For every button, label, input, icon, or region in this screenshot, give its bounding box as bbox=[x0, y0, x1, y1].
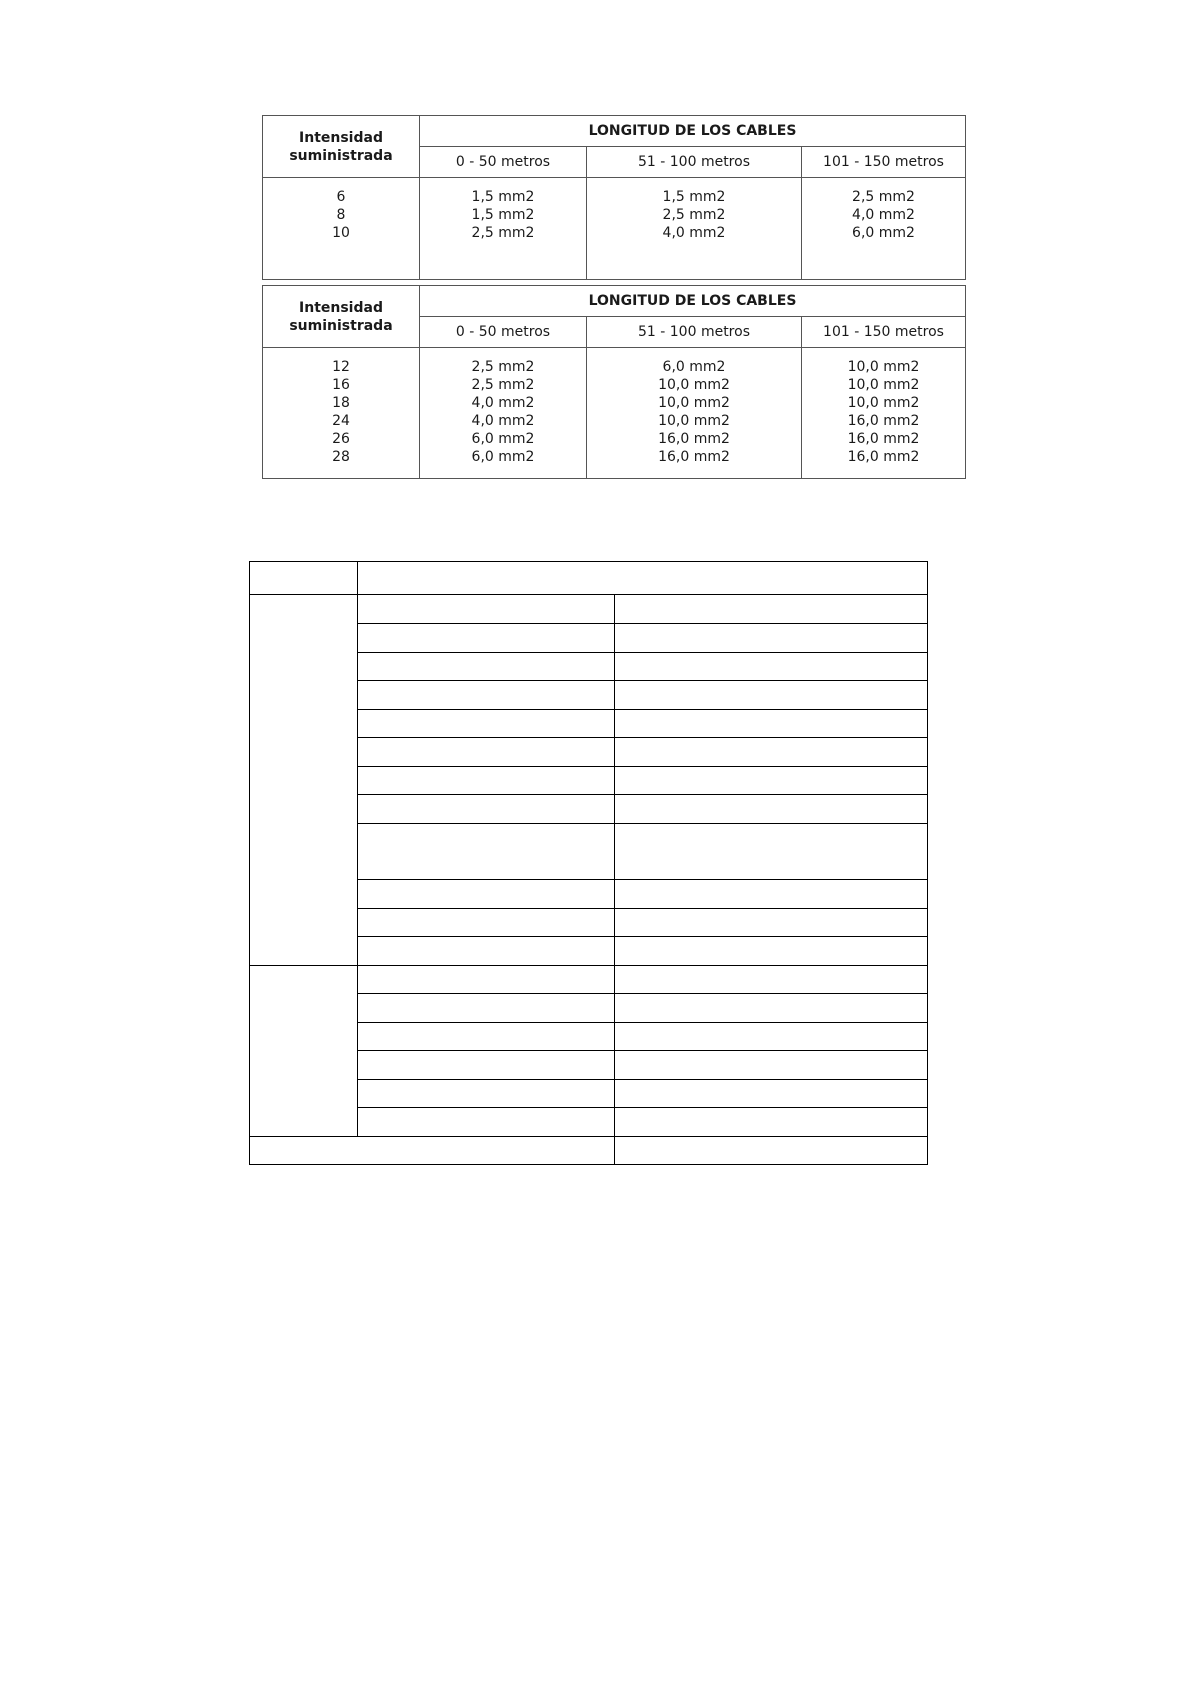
section-value: 2,5 mm2 bbox=[471, 377, 535, 393]
table-row bbox=[250, 595, 928, 624]
section-value: 1,5 mm2 bbox=[471, 207, 535, 223]
table-cell bbox=[358, 738, 615, 767]
intensity-header bbox=[263, 116, 420, 178]
intensity-header bbox=[263, 286, 420, 348]
section-value: 16,0 mm2 bbox=[847, 431, 920, 447]
section-value: 16,0 mm2 bbox=[658, 431, 730, 447]
range-header: 101 - 150 metros bbox=[802, 317, 966, 348]
section-value: 4,0 mm2 bbox=[471, 413, 535, 429]
section-values-101-150 bbox=[802, 178, 966, 280]
intensity-value: 24 bbox=[332, 413, 350, 429]
section-value: 2,5 mm2 bbox=[471, 359, 535, 375]
table-cell bbox=[358, 710, 615, 738]
table-cell bbox=[358, 1051, 615, 1080]
table-cell bbox=[358, 795, 615, 824]
section-value: 10,0 mm2 bbox=[847, 395, 920, 411]
intensity-value: 18 bbox=[332, 395, 350, 411]
section-value: 10,0 mm2 bbox=[847, 359, 920, 375]
section-value: 4,0 mm2 bbox=[471, 395, 535, 411]
section-value: 2,5 mm2 bbox=[852, 189, 915, 205]
table-cell bbox=[358, 1080, 615, 1108]
cable-length-header: LONGITUD DE LOS CABLES bbox=[420, 116, 966, 147]
intensity-value: 16 bbox=[332, 377, 350, 393]
table-cell bbox=[615, 937, 928, 966]
table-row bbox=[250, 1137, 928, 1165]
intensity-value: 12 bbox=[332, 359, 350, 375]
intensity-header-line: Intensidad bbox=[299, 129, 383, 146]
section-value: 6,0 mm2 bbox=[471, 449, 535, 465]
intensity-values bbox=[263, 348, 420, 479]
intensity-header-line: suministrada bbox=[289, 147, 393, 164]
intensity-value: 26 bbox=[332, 431, 350, 447]
table-cell bbox=[358, 624, 615, 653]
section-value: 6,0 mm2 bbox=[662, 359, 726, 375]
table-row bbox=[250, 966, 928, 994]
section-values-0-50 bbox=[420, 178, 587, 280]
intensity-value: 6 bbox=[336, 189, 346, 205]
table-row bbox=[250, 562, 928, 595]
range-header: 0 - 50 metros bbox=[420, 147, 587, 178]
section-value: 6,0 mm2 bbox=[471, 431, 535, 447]
section-value: 2,5 mm2 bbox=[662, 207, 726, 223]
table-cell bbox=[615, 1108, 928, 1137]
intensity-value: 8 bbox=[336, 207, 346, 223]
table-cell bbox=[615, 994, 928, 1023]
section-value: 16,0 mm2 bbox=[847, 413, 920, 429]
table-cell bbox=[615, 909, 928, 937]
cable-length-header: LONGITUD DE LOS CABLES bbox=[420, 286, 966, 317]
table-cell bbox=[358, 653, 615, 681]
table-cell bbox=[358, 909, 615, 937]
range-header: 0 - 50 metros bbox=[420, 317, 587, 348]
table-cell bbox=[615, 824, 928, 880]
section-values-101-150 bbox=[802, 348, 966, 479]
section-value: 6,0 mm2 bbox=[852, 225, 915, 241]
section-value: 4,0 mm2 bbox=[662, 225, 726, 241]
table-cell bbox=[358, 1023, 615, 1051]
cable-section-table-2 bbox=[262, 285, 966, 479]
table-cell bbox=[615, 1080, 928, 1108]
section-value: 10,0 mm2 bbox=[658, 377, 730, 393]
table-cell bbox=[615, 738, 928, 767]
table-cell bbox=[615, 595, 928, 624]
table-cell bbox=[615, 795, 928, 824]
section-value: 10,0 mm2 bbox=[658, 413, 730, 429]
table-cell bbox=[358, 966, 615, 994]
table-cell bbox=[615, 1051, 928, 1080]
table-cell bbox=[615, 710, 928, 738]
table-cell bbox=[358, 824, 615, 880]
section-value: 1,5 mm2 bbox=[471, 189, 535, 205]
table-cell bbox=[615, 624, 928, 653]
section-values-51-100 bbox=[587, 348, 802, 479]
table-cell bbox=[250, 595, 358, 966]
table-cell bbox=[615, 767, 928, 795]
intensity-value: 28 bbox=[332, 449, 350, 465]
table-cell bbox=[615, 1023, 928, 1051]
table-cell bbox=[358, 681, 615, 710]
intensity-values bbox=[263, 178, 420, 280]
section-value: 10,0 mm2 bbox=[847, 377, 920, 393]
table-cell bbox=[358, 880, 615, 909]
intensity-header-line: Intensidad bbox=[299, 299, 383, 316]
table-cell bbox=[358, 1108, 615, 1137]
range-header: 51 - 100 metros bbox=[587, 147, 802, 178]
section-value: 1,5 mm2 bbox=[662, 189, 726, 205]
table-cell bbox=[615, 681, 928, 710]
table-cell bbox=[358, 994, 615, 1023]
table-cell bbox=[358, 595, 615, 624]
section-values-0-50 bbox=[420, 348, 587, 479]
table-cell bbox=[358, 767, 615, 795]
table-cell bbox=[250, 1137, 615, 1165]
table-cell bbox=[615, 1137, 928, 1165]
section-value: 10,0 mm2 bbox=[658, 395, 730, 411]
range-header: 101 - 150 metros bbox=[802, 147, 966, 178]
table-cell bbox=[358, 562, 928, 595]
table-cell bbox=[615, 653, 928, 681]
empty-grid-table bbox=[249, 561, 928, 1165]
table-cell bbox=[250, 562, 358, 595]
intensity-value: 10 bbox=[332, 225, 350, 241]
table-cell bbox=[615, 880, 928, 909]
table-cell bbox=[358, 937, 615, 966]
cable-section-table-1 bbox=[262, 115, 966, 280]
section-values-51-100 bbox=[587, 178, 802, 280]
section-value: 16,0 mm2 bbox=[658, 449, 730, 465]
section-value: 2,5 mm2 bbox=[471, 225, 535, 241]
section-value: 4,0 mm2 bbox=[852, 207, 915, 223]
range-header: 51 - 100 metros bbox=[587, 317, 802, 348]
intensity-header-line: suministrada bbox=[289, 317, 393, 334]
section-value: 16,0 mm2 bbox=[847, 449, 920, 465]
table-cell bbox=[250, 966, 358, 1137]
table-cell bbox=[615, 966, 928, 994]
